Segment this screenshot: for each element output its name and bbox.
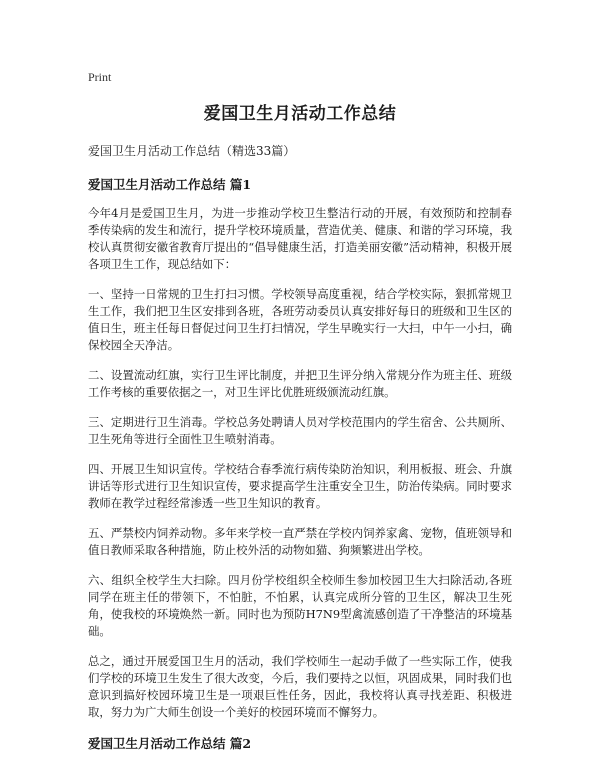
paragraph-item-6: 六、组织全校学生大扫除。四月份学校组织全校师生参加校园卫生大扫除活动,各班同学在班主任的带领下，不怕脏，不怕累，认真完成所分管的卫生区，解决卫生死角，使我校的环境焕然一新。同时也为预防H7N9型禽流感创造了干净整洁的环境基础。 xyxy=(88,573,512,638)
paragraph-item-2: 二、设置流动红旗，实行卫生评比制度，并把卫生评分纳入常规分作为班主任、班级工作考核的重要依据之一，对卫生评比优胜班级颁流动红旗。 xyxy=(88,368,512,399)
section-heading-2: 爱国卫生月活动工作总结 篇2 xyxy=(88,736,252,751)
document-title: 爱国卫生月活动工作总结 xyxy=(203,104,397,124)
paragraph-item-4: 四、开展卫生知识宣传。学校结合春季流行病传染防治知识，利用板报、班会、升旗讲话等形式进行卫生知识宣传，要求提高学生注重安全卫生，防治传染病。同时要求教师在教学过程经常渗透一些卫生知识的教育。 xyxy=(88,462,512,510)
print-label[interactable]: Print xyxy=(88,70,112,84)
paragraph-item-5: 五、严禁校内饲养动物。多年来学校一直严禁在学校内饲养家禽、宠物，值班领导和值日教师采取各种措施，防止校外活的动物如猫、狗频繁进出学校。 xyxy=(88,526,512,557)
paragraph-item-3: 三、定期进行卫生消毒。学校总务处聘请人员对学校范围内的学生宿舍、公共厕所、卫生死角等进行全面性卫生喷射消毒。 xyxy=(88,415,512,446)
paragraph-intro: 今年4月是爱国卫生月，为进一步推动学校卫生整洁行动的开展，有效预防和控制春季传染病的发生和流行，提升学校环境质量，营造优美、健康、和谐的学习环境，我校认真贯彻安徽省教育厅提出的“倡导健康生活，打造美丽安徽”活动精神，积极开展各项卫生工作，现总结如下： xyxy=(88,206,512,271)
paragraph-conclusion: 总之，通过开展爱国卫生月的活动，我们学校师生一起动手做了一些实际工作，使我们学校的环境卫生发生了很大改变，今后，我们要持之以恒，巩固成果，同时我们也意识到搞好校园环境卫生是一项艰巨性任务，因此，我校将认真寻找差距、积极进取，努力为广大师生创设一个美好的校园环境而不懈努力。 xyxy=(88,654,512,719)
document-subtitle: 爱国卫生月活动工作总结（精选33篇） xyxy=(88,144,296,158)
section-heading-1: 爱国卫生月活动工作总结 篇1 xyxy=(88,177,252,192)
paragraph-item-1: 一、坚持一日常规的卫生打扫习惯。学校领导高度重视，结合学校实际，狠抓常规卫生工作，我们把卫生区安排到各班，各班劳动委员认真安排好每日的班级和卫生区的值日生，班主任每日督促过问卫生打扫情况，学生早晚实行一大扫，中午一小扫，确保校园全天净洁。 xyxy=(88,287,512,352)
